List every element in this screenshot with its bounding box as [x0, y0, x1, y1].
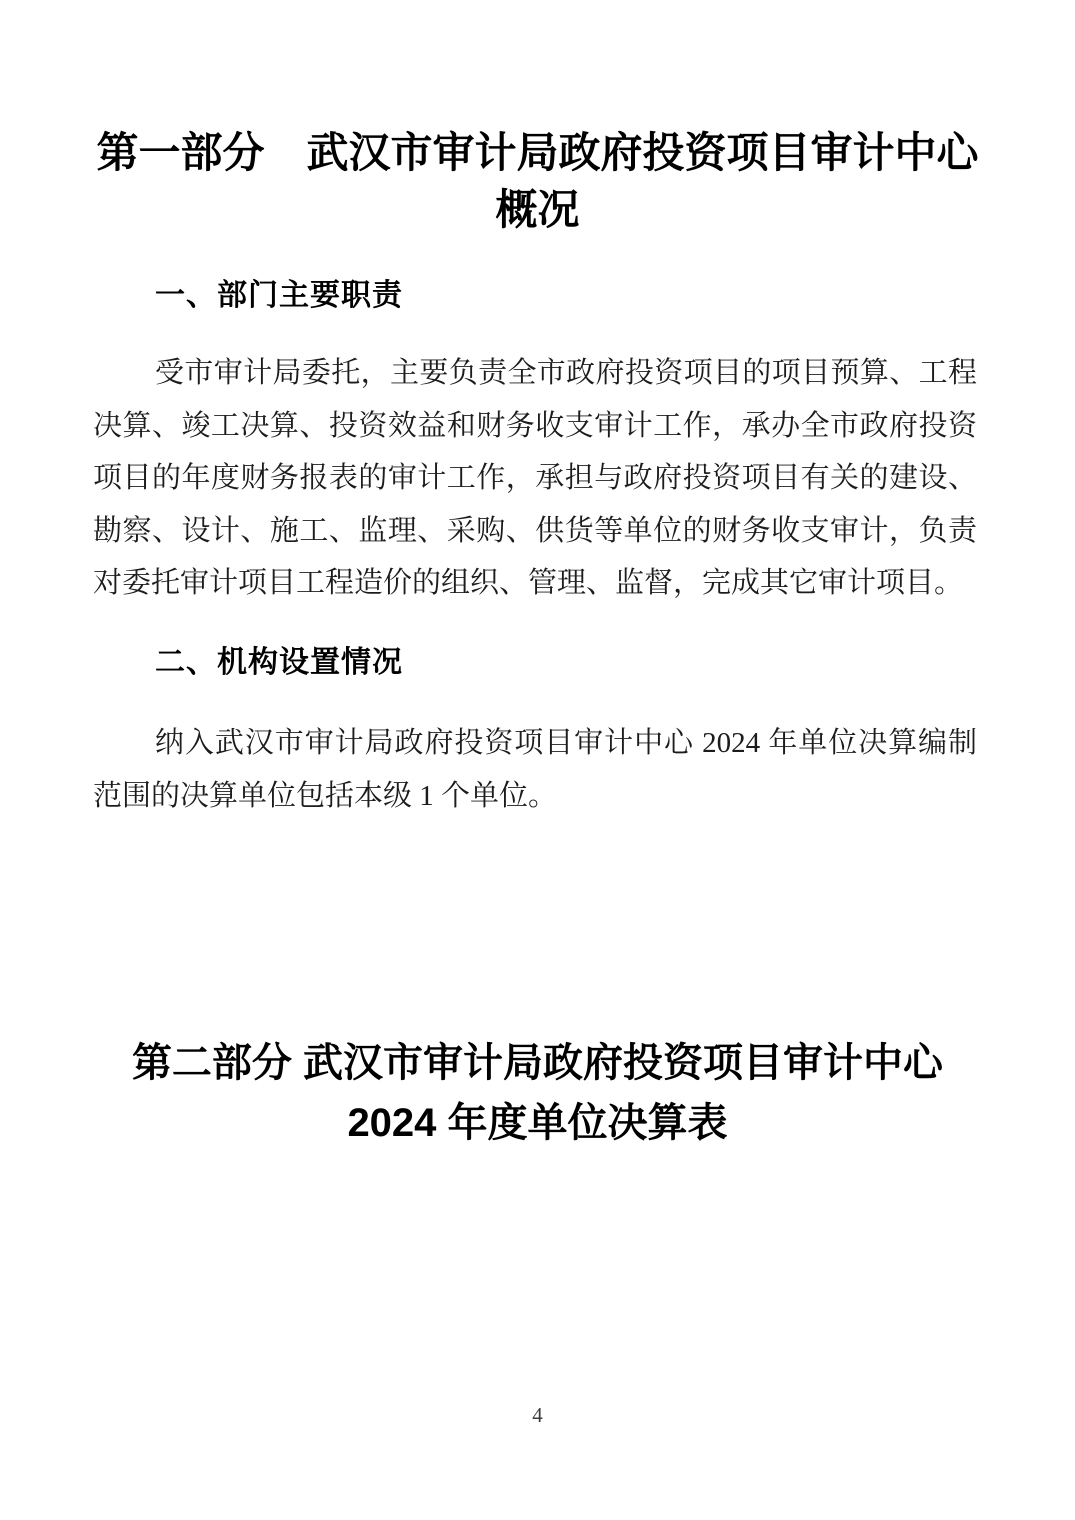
paragraph-line: 纳入武汉市审计局政府投资项目审计中心 2024 年单位决算编制 [155, 727, 977, 759]
section2-paragraph [93, 717, 977, 822]
paragraph-line: 对委托审计项目工程造价的组织、管理、监督，完成其它审计项目。 [93, 567, 964, 599]
section2-heading: 二、机构设置情况 [155, 646, 403, 679]
page-number: 4 [532, 1403, 543, 1427]
part1-title [0, 124, 1075, 238]
paragraph-line: 决算、竣工决算、投资效益和财务收支审计工作，承办全市政府投资 [93, 409, 977, 442]
part1-title-line1: 第一部分 武汉市审计局政府投资项目审计中心 [96, 129, 979, 176]
part2-title [0, 1033, 1075, 1153]
part1-title-line2: 概况 [495, 186, 580, 233]
section1-paragraph [93, 347, 977, 610]
paragraph-line: 勘察、设计、施工、监理、采购、供货等单位的财务收支审计，负责 [93, 514, 977, 547]
part2-title-line1: 第二部分 武汉市审计局政府投资项目审计中心 [131, 1041, 944, 1085]
section1-heading: 一、部门主要职责 [155, 279, 403, 312]
part2-title-line2: 2024 年度单位决算表 [347, 1101, 728, 1145]
paragraph-line: 范围的决算单位包括本级 1 个单位。 [93, 779, 558, 812]
paragraph-line: 项目的年度财务报表的审计工作，承担与政府投资项目有关的建设、 [93, 462, 977, 494]
paragraph-line: 受市审计局委托，主要负责全市政府投资项目的项目预算、工程 [155, 357, 977, 389]
